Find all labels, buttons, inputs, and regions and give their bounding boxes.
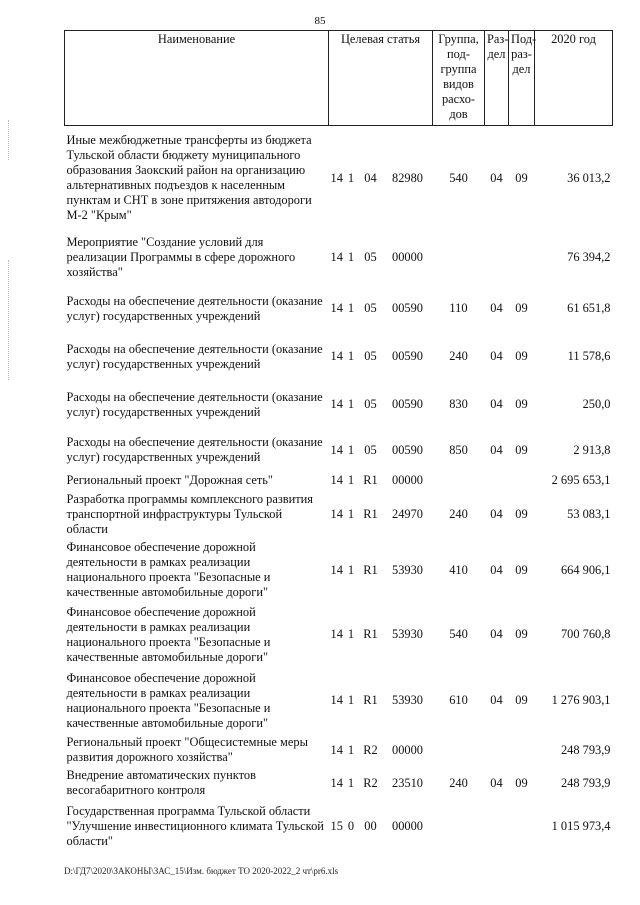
row-expense-group: 240	[449, 506, 468, 521]
row-event-code: R1	[363, 473, 378, 487]
row-section: 04	[490, 170, 503, 185]
row-subsection: 09	[515, 397, 528, 411]
row-amount: 36 013,2	[567, 170, 611, 185]
row-subsection: 09	[515, 349, 528, 363]
row-amount: 11 578,6	[567, 349, 611, 363]
row-subsection	[509, 472, 535, 490]
row-section: 04	[490, 506, 503, 521]
row-expense-group	[433, 231, 485, 285]
row-direction-code: 00590	[392, 349, 423, 363]
row-program-code: 14	[330, 775, 343, 790]
row-event-code: 05	[364, 442, 377, 457]
table-row	[65, 602, 613, 668]
row-event-code: R2	[363, 775, 378, 790]
row-expense-group: 540	[449, 170, 468, 185]
row-direction-code: 53930	[392, 693, 423, 707]
row-subprogram-code: 1	[347, 473, 355, 487]
row-subsection: 09	[515, 627, 528, 641]
table-body	[65, 126, 613, 854]
row-direction-code: 82980	[392, 170, 423, 185]
row-name: Государственная программа Тульской области "Улучшение инвестиционного климата Тульской области"	[66, 804, 324, 848]
row-subsection: 09	[515, 170, 528, 185]
row-event-code: 05	[364, 250, 377, 264]
row-event-code: R1	[363, 627, 378, 641]
row-subsection: 09	[515, 693, 528, 707]
row-program-code: 14	[330, 301, 343, 315]
page-number: 85	[314, 15, 326, 27]
header-name: Наименование	[65, 31, 329, 126]
row-direction-code: 00000	[392, 473, 423, 487]
row-amount: 61 651,8	[567, 301, 611, 315]
row-subprogram-code: 1	[347, 562, 355, 577]
row-section: 04	[490, 442, 503, 457]
table-row	[65, 539, 613, 602]
row-name: Расходы на обеспечение деятельности (оказание услуг) государственных учреждений	[66, 341, 323, 371]
header-section: Раз- дел	[485, 31, 509, 126]
row-subsection: 09	[515, 775, 528, 790]
row-subsection	[509, 231, 535, 285]
row-subsection: 09	[515, 442, 528, 457]
row-name: Финансовое обеспечение дорожной деятельности в рамках реализации национального проекта "Безопасные и качественные автомобильные дороги"	[66, 670, 271, 730]
table-row	[65, 472, 613, 490]
row-section: 04	[490, 693, 503, 707]
row-program-code: 14	[330, 627, 343, 641]
row-section	[485, 472, 509, 490]
budget-table	[64, 30, 613, 854]
table-row	[65, 285, 613, 333]
row-section: 04	[490, 349, 503, 363]
row-amount: 53 083,1	[567, 506, 611, 521]
row-amount: 1 276 903,1	[551, 693, 611, 707]
row-name: Мероприятие "Создание условий для реализации Программы в сфере дорожного хозяйства"	[66, 235, 296, 279]
row-name: Финансовое обеспечение дорожной деятельности в рамках реализации национального проекта "Безопасные и качественные автомобильные дороги"	[66, 604, 271, 664]
row-expense-group: 850	[449, 442, 468, 457]
table-row	[65, 668, 613, 734]
row-subprogram-code: 1	[347, 775, 355, 790]
row-section: 04	[490, 301, 503, 315]
row-subprogram-code: 1	[347, 397, 355, 411]
row-section	[485, 800, 509, 854]
row-amount: 248 793,9	[560, 775, 611, 790]
row-direction-code: 00000	[392, 250, 423, 264]
row-program-code: 14	[330, 170, 343, 185]
table-row	[65, 126, 613, 231]
table-header	[65, 31, 613, 126]
row-name: Расходы на обеспечение деятельности (оказание услуг) государственных учреждений	[66, 389, 323, 419]
row-event-code: 00	[364, 819, 377, 833]
header-target: Целевая статья	[329, 31, 433, 126]
row-amount: 664 906,1	[560, 562, 611, 577]
row-expense-group: 610	[449, 693, 468, 707]
row-event-code: 05	[364, 397, 377, 411]
table-row	[65, 734, 613, 767]
row-subprogram-code: 1	[347, 506, 355, 521]
row-event-code: 05	[364, 349, 377, 363]
row-event-code: R1	[363, 693, 378, 707]
row-name: Иные межбюджетные трансферты из бюджета Тульской области бюджету муниципального образования Заокский район на организацию альтернативных подъездов к населенным пунктам и СНТ в зоне притяжения автодороги М-2 "Крым"	[66, 133, 312, 223]
row-direction-code: 00000	[392, 819, 423, 833]
row-name: Внедрение автоматических пунктов весогабаритного контроля	[66, 768, 256, 797]
row-subsection: 09	[515, 562, 528, 577]
row-section: 04	[490, 562, 503, 577]
row-expense-group: 240	[449, 775, 468, 790]
row-subprogram-code: 1	[347, 442, 355, 457]
row-name: Региональный проект "Дорожная сеть"	[66, 473, 273, 487]
row-subprogram-code: 1	[347, 627, 355, 641]
row-program-code: 14	[330, 349, 343, 363]
row-program-code: 14	[330, 506, 343, 521]
row-subprogram-code: 1	[347, 250, 355, 264]
row-subprogram-code: 1	[347, 349, 355, 363]
row-expense-group	[433, 734, 485, 767]
scan-margin-dots	[8, 120, 10, 160]
row-subprogram-code: 1	[347, 693, 355, 707]
row-subsection	[509, 734, 535, 767]
row-direction-code: 53930	[392, 627, 423, 641]
row-program-code: 14	[330, 250, 343, 264]
row-amount: 76 394,2	[567, 250, 611, 264]
header-group: Группа, под- группа видов расхо- дов	[433, 31, 485, 126]
row-subsection: 09	[515, 301, 528, 315]
row-name: Финансовое обеспечение дорожной деятельности в рамках реализации национального проекта "Безопасные и качественные автомобильные дороги"	[66, 540, 271, 599]
row-section: 04	[490, 775, 503, 790]
row-subprogram-code: 0	[347, 819, 355, 833]
row-direction-code: 00590	[392, 397, 423, 411]
row-program-code: 14	[330, 742, 343, 757]
row-direction-code: 53930	[392, 562, 423, 577]
table-row	[65, 429, 613, 472]
row-direction-code: 23510	[392, 775, 423, 790]
row-amount: 700 760,8	[560, 627, 611, 641]
row-program-code: 14	[330, 562, 343, 577]
row-name: Региональный проект "Общесистемные меры развития дорожного хозяйства"	[66, 735, 308, 764]
row-program-code: 15	[330, 819, 343, 833]
row-amount: 2 695 653,1	[551, 473, 611, 487]
row-name: Разработка программы комплексного развития транспортной инфраструктуры Тульской области	[66, 491, 313, 536]
row-program-code: 14	[330, 397, 343, 411]
row-direction-code: 00000	[392, 742, 423, 757]
row-event-code: R2	[363, 742, 378, 757]
row-amount: 248 793,9	[560, 742, 611, 757]
table-row	[65, 767, 613, 800]
row-subsection	[509, 800, 535, 854]
row-program-code: 14	[330, 473, 343, 487]
row-expense-group: 240	[449, 349, 468, 363]
row-direction-code: 24970	[392, 506, 423, 521]
row-section	[485, 231, 509, 285]
row-direction-code: 00590	[392, 301, 423, 315]
header-subsection: Под- раз- дел	[509, 31, 535, 126]
row-name: Расходы на обеспечение деятельности (оказание услуг) государственных учреждений	[66, 293, 323, 323]
row-expense-group: 410	[449, 562, 468, 577]
row-amount: 2 913,8	[573, 442, 611, 457]
row-expense-group	[433, 472, 485, 490]
table-row	[65, 231, 613, 285]
scan-margin-dots	[8, 260, 10, 380]
footer-file-path: D:\ГД7\2020\ЗАКОНЫ\ЗАС_15\Изм. бюджет ТО 2020-2022_2 чт\pr6.xls	[64, 866, 339, 876]
row-subprogram-code: 1	[347, 301, 355, 315]
row-section: 04	[490, 627, 503, 641]
table-row	[65, 490, 613, 539]
row-expense-group: 110	[449, 301, 468, 315]
header-year: 2020 год	[535, 31, 613, 126]
row-direction-code: 00590	[392, 442, 423, 457]
row-event-code: R1	[363, 562, 378, 577]
row-subprogram-code: 1	[347, 742, 355, 757]
row-name: Расходы на обеспечение деятельности (оказание услуг) государственных учреждений	[66, 435, 323, 464]
row-event-code: 04	[364, 170, 377, 185]
row-section: 04	[490, 397, 503, 411]
row-expense-group: 540	[449, 627, 468, 641]
row-event-code: 05	[364, 301, 377, 315]
row-subsection: 09	[515, 506, 528, 521]
row-event-code: R1	[363, 506, 378, 521]
row-amount: 1 015 973,4	[551, 819, 611, 833]
table-row	[65, 333, 613, 381]
row-program-code: 14	[330, 442, 343, 457]
row-expense-group	[433, 800, 485, 854]
row-program-code: 14	[330, 693, 343, 707]
table-row	[65, 381, 613, 429]
row-section	[485, 734, 509, 767]
row-expense-group: 830	[449, 397, 468, 411]
table-row	[65, 800, 613, 854]
row-subprogram-code: 1	[347, 170, 355, 185]
row-amount: 250,0	[582, 397, 611, 411]
